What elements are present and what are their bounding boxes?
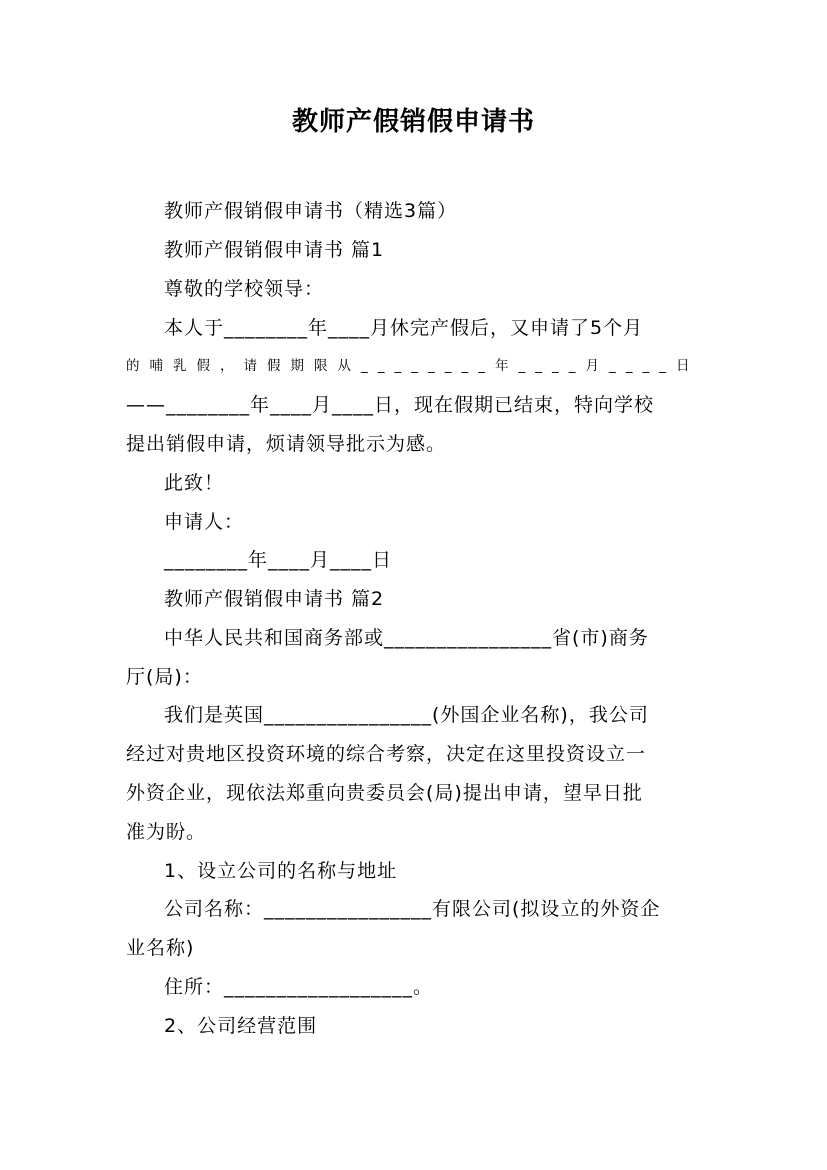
paragraph-line: 提出销假申请，烦请领导批示为感。 bbox=[126, 433, 447, 455]
paragraph-line: 中华人民共和国商务部或________________省(市)商务 bbox=[164, 627, 649, 649]
paragraph-line: 外资企业，现依法郑重向贵委员会(局)提出申请，望早日批 bbox=[126, 782, 643, 804]
paragraph-line: 我们是英国________________(外国企业名称)，我公司 bbox=[164, 704, 649, 726]
line-text: 的哺乳假，请假期限从________年____月____日 bbox=[126, 358, 700, 374]
section-heading: 教师产假销假申请书 篇1 bbox=[164, 239, 385, 261]
paragraph-line: 经过对贵地区投资环境的综合考察，决定在这里投资设立一 bbox=[126, 743, 647, 765]
paragraph-line: 业名称) bbox=[126, 937, 195, 959]
section-heading: 教师产假销假申请书 篇2 bbox=[164, 588, 385, 610]
paragraph-line: 住所：__________________。 bbox=[164, 976, 434, 998]
applicant-label: 申请人： bbox=[164, 511, 245, 533]
paragraph-line: 教师产假销假申请书（精选3篇） bbox=[164, 200, 458, 222]
paragraph-line: 准为盼。 bbox=[126, 821, 207, 843]
document-title: 教师产假销假申请书 bbox=[291, 107, 535, 137]
list-heading: 2、公司经营范围 bbox=[164, 1015, 318, 1037]
paragraph-line: ——________年____月____日，现在假期已结束，特向学校 bbox=[126, 394, 655, 416]
paragraph-line: 厅(局)： bbox=[126, 666, 203, 688]
salutation: 尊敬的学校领导： bbox=[164, 278, 325, 300]
paragraph-line: 本人于________年____月休完产假后，又申请了5个月 bbox=[164, 317, 644, 339]
paragraph-line-justified bbox=[126, 348, 701, 384]
list-heading: 1、设立公司的名称与地址 bbox=[164, 860, 398, 882]
date-line: ________年____月____日 bbox=[164, 549, 393, 571]
paragraph-line: 公司名称：________________有限公司(拟设立的外资企 bbox=[164, 898, 661, 920]
closing: 此致！ bbox=[164, 472, 225, 494]
